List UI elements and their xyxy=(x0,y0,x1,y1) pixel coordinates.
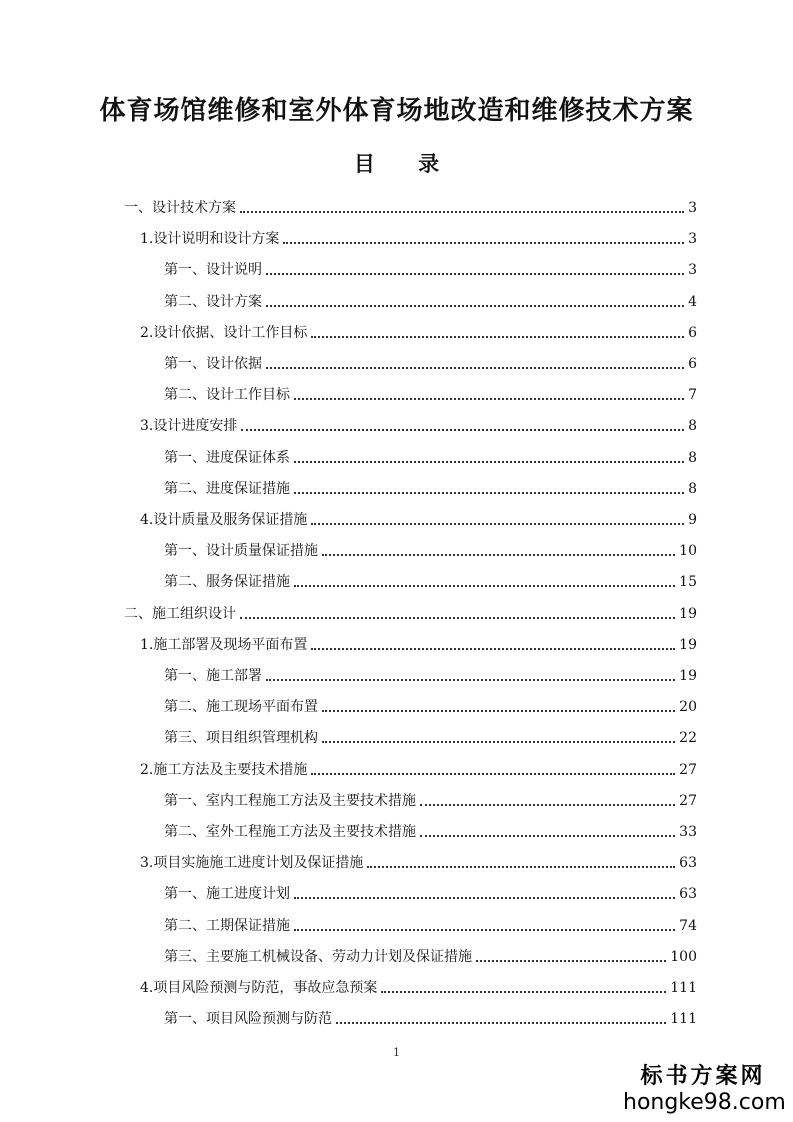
toc-entry-label: 第一、设计质量保证措施 xyxy=(164,543,318,560)
toc-entry-page: 3 xyxy=(688,231,697,248)
toc-entry-label: 第三、主要施工机械设备、劳动力计划及保证措施 xyxy=(164,948,472,965)
toc-entry[interactable] xyxy=(164,724,697,748)
toc-entry-label: 2.设计依据、设计工作目标 xyxy=(140,324,308,341)
toc-entry[interactable] xyxy=(164,818,697,842)
toc-entry-page: 19 xyxy=(679,668,697,684)
toc-leader-dots xyxy=(311,336,684,338)
toc-entry[interactable] xyxy=(164,537,697,561)
toc-entry[interactable] xyxy=(140,756,697,780)
toc-leader-dots xyxy=(322,554,675,556)
toc-entry-page: 8 xyxy=(688,418,697,435)
toc-entry-page: 63 xyxy=(679,886,697,903)
toc-entry[interactable] xyxy=(164,912,697,936)
toc-entry-label: 第三、项目组织管理机构 xyxy=(164,730,318,747)
toc-entry[interactable] xyxy=(164,350,697,374)
toc-leader-dots xyxy=(336,1022,666,1024)
toc-entry-page: 22 xyxy=(679,730,697,747)
toc-entry-label: 3.设计进度安排 xyxy=(140,418,238,435)
toc-entry-page: 19 xyxy=(679,605,697,622)
toc-entry[interactable] xyxy=(124,600,697,624)
toc-entry-page: 10 xyxy=(679,543,697,560)
toc-entry-page: 3 xyxy=(688,200,697,216)
toc-entry-page: 111 xyxy=(670,980,697,996)
toc-leader-dots xyxy=(311,523,684,525)
toc-entry-label: 第一、施工部署 xyxy=(164,668,262,684)
toc-entry[interactable] xyxy=(164,475,697,499)
toc-entry-label: 4.设计质量及服务保证措施 xyxy=(140,512,308,528)
toc-entry-page: 33 xyxy=(679,824,697,840)
toc-entry-label: 1.施工部署及现场平面布置 xyxy=(140,636,308,653)
toc-entry-label: 第一、项目风险预测与防范 xyxy=(164,1011,332,1028)
toc-leader-dots xyxy=(420,835,675,837)
toc-entry[interactable] xyxy=(140,849,697,873)
toc-heading: 目 录 xyxy=(353,151,458,176)
toc-entry[interactable] xyxy=(140,319,697,343)
toc-leader-dots xyxy=(311,648,675,650)
toc-entry-page: 19 xyxy=(679,636,697,653)
toc-entry[interactable] xyxy=(140,412,697,436)
toc-entry[interactable] xyxy=(140,225,697,249)
toc-leader-dots xyxy=(311,773,675,775)
toc-leader-dots xyxy=(322,710,675,712)
toc-entry[interactable] xyxy=(164,381,697,405)
toc-leader-dots xyxy=(266,367,684,369)
toc-entry-page: 63 xyxy=(679,855,697,872)
toc-entry-label: 第一、设计说明 xyxy=(164,262,262,279)
toc-entry[interactable] xyxy=(164,568,697,592)
toc-entry-label: 第二、设计工作目标 xyxy=(164,387,290,404)
toc-entry-label: 二、施工组织设计 xyxy=(124,605,236,622)
toc-entry-label: 第二、进度保证措施 xyxy=(164,480,290,497)
toc-entry-page: 3 xyxy=(688,262,697,279)
toc-entry-label: 4.项目风险预测与防范，事故应急预案 xyxy=(140,980,378,996)
toc-leader-dots xyxy=(322,741,675,743)
toc-entry[interactable] xyxy=(164,662,697,686)
toc-entry[interactable] xyxy=(140,506,697,530)
toc-leader-dots xyxy=(241,429,684,431)
toc-leader-dots xyxy=(240,617,675,619)
toc-entry-page: 111 xyxy=(670,1011,697,1028)
toc-entry-page: 27 xyxy=(679,792,697,809)
toc-entry-label: 第二、服务保证措施 xyxy=(164,574,290,591)
document-title: 体育场馆维修和室外体育场地改造和维修技术方案 xyxy=(99,96,694,126)
toc-leader-dots xyxy=(381,991,666,993)
toc-entry[interactable] xyxy=(164,943,697,967)
toc-entry-label: 第二、施工现场平面布置 xyxy=(164,699,318,716)
toc-leader-dots xyxy=(476,960,666,962)
toc-entry-label: 第一、施工进度计划 xyxy=(164,886,290,903)
toc-entry-label: 2.施工方法及主要技术措施 xyxy=(140,761,308,778)
toc-entry[interactable] xyxy=(124,194,697,218)
toc-entry-label: 第二、设计方案 xyxy=(164,293,262,310)
toc-entry[interactable] xyxy=(164,693,697,717)
toc-leader-dots xyxy=(240,211,684,213)
toc-entry[interactable] xyxy=(164,880,697,904)
toc-entry-label: 第一、室内工程施工方法及主要技术措施 xyxy=(164,792,416,809)
toc-leader-dots xyxy=(294,492,684,494)
toc-entry[interactable] xyxy=(140,631,697,655)
toc-entry-label: 第二、室外工程施工方法及主要技术措施 xyxy=(164,824,416,840)
toc-entry-page: 6 xyxy=(688,324,697,341)
toc-entry[interactable] xyxy=(164,288,697,312)
toc-entry-label: 第一、进度保证体系 xyxy=(164,449,290,466)
watermark-logo xyxy=(623,1064,786,1116)
toc-leader-dots xyxy=(294,398,684,400)
toc-leader-dots xyxy=(266,679,675,681)
toc-entry-label: 1.设计说明和设计方案 xyxy=(140,231,280,248)
toc-leader-dots xyxy=(420,804,675,806)
toc-leader-dots xyxy=(283,242,684,244)
toc-entry[interactable] xyxy=(164,1005,697,1029)
toc-entry[interactable] xyxy=(164,256,697,280)
toc-leader-dots xyxy=(367,866,675,868)
toc-entry[interactable] xyxy=(164,444,697,468)
watermark-site-url: hongke98.com xyxy=(623,1090,786,1115)
toc-entry-page: 100 xyxy=(670,948,697,965)
watermark-site-name: 标书方案网 xyxy=(640,1064,766,1089)
toc-leader-dots xyxy=(294,929,675,931)
toc-entry[interactable] xyxy=(140,974,697,998)
toc-entry-label: 3.项目实施施工进度计划及保证措施 xyxy=(140,855,364,872)
toc-entry-page: 4 xyxy=(688,293,697,310)
page-number: 1 xyxy=(393,1046,400,1059)
toc-entry-label: 第一、设计依据 xyxy=(164,356,262,372)
toc-entry-page: 6 xyxy=(688,356,697,372)
toc-entry[interactable] xyxy=(164,787,697,811)
toc-entry-page: 8 xyxy=(688,449,697,466)
toc-entry-page: 74 xyxy=(679,917,697,934)
toc-entry-page: 15 xyxy=(679,574,697,591)
toc-leader-dots xyxy=(266,273,684,275)
toc-entry-page: 9 xyxy=(688,512,697,528)
toc-leader-dots xyxy=(294,461,684,463)
toc-leader-dots xyxy=(266,305,684,307)
toc-leader-dots xyxy=(294,585,675,587)
toc-entry-page: 8 xyxy=(688,480,697,497)
toc-entry-label: 一、设计技术方案 xyxy=(124,200,236,216)
toc-leader-dots xyxy=(294,897,675,899)
toc-entry-page: 7 xyxy=(688,387,697,404)
toc-entry-page: 27 xyxy=(679,761,697,778)
toc-entry-page: 20 xyxy=(679,699,697,716)
toc-entry-label: 第二、工期保证措施 xyxy=(164,917,290,934)
